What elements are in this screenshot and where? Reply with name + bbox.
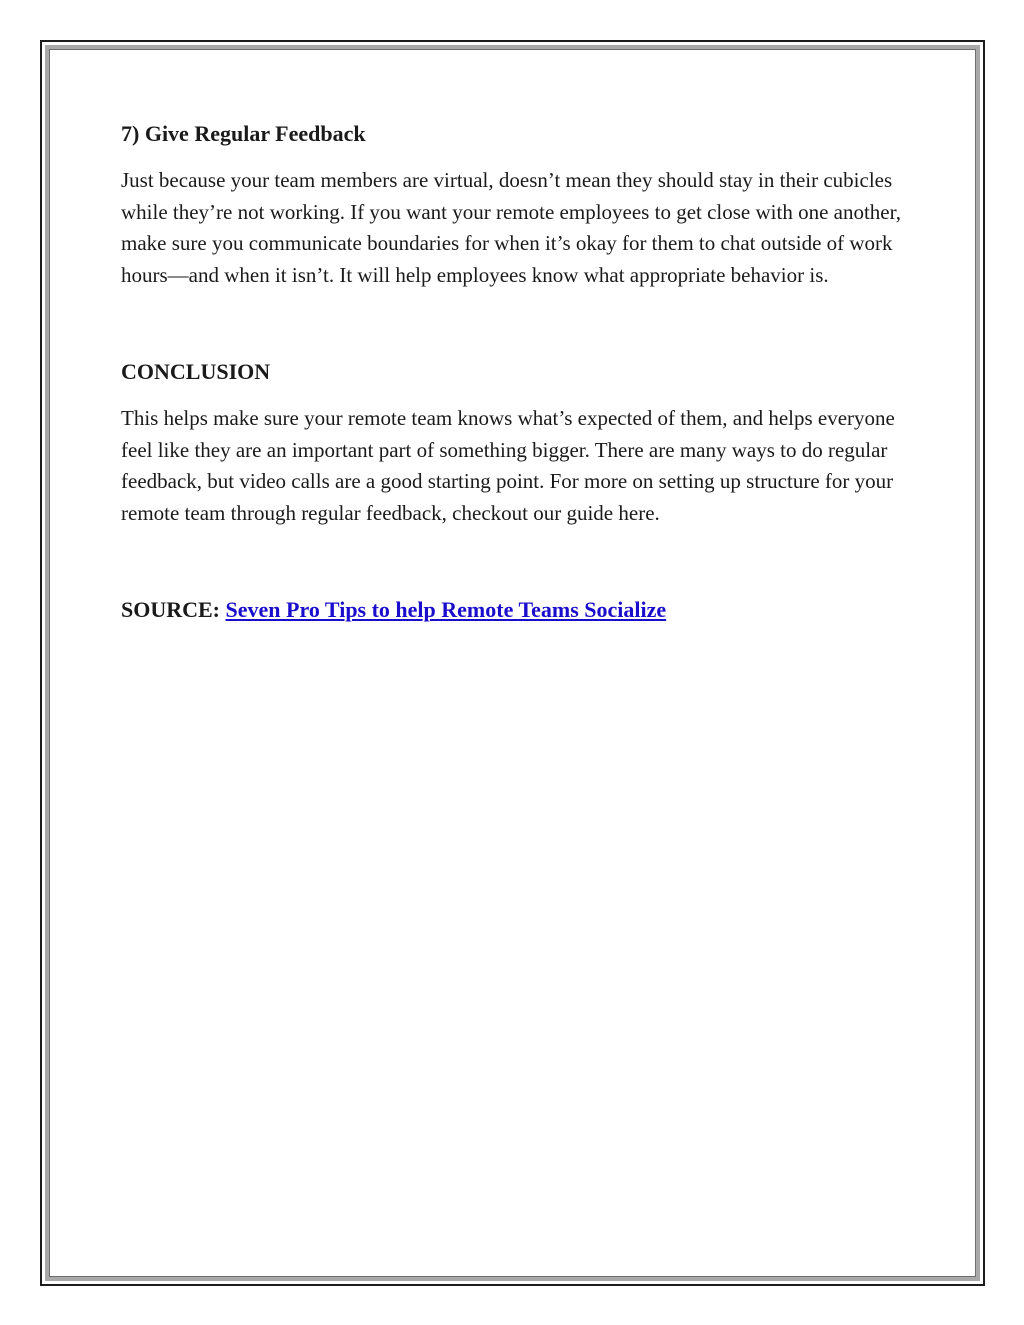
source-link[interactable]: Seven Pro Tips to help Remote Teams Socialize bbox=[225, 597, 667, 622]
source-line bbox=[121, 594, 911, 625]
conclusion-heading: CONCLUSION bbox=[121, 359, 271, 384]
section-body: Just because your team members are virtual, doesn’t mean they should stay in their cubicles while they’re not working. If you want your remote employees to get close with one another, make sure you communicate boundaries for when it’s okay for them to chat outside of work hours—and when it isn’t. It will help employees know what appropriate behavior is. bbox=[121, 168, 902, 287]
section-heading: 7) Give Regular Feedback bbox=[121, 121, 366, 146]
source-label: SOURCE: bbox=[121, 597, 226, 622]
spacer bbox=[121, 291, 911, 356]
spacer bbox=[121, 529, 911, 594]
conclusion-body: This helps make sure your remote team knows what’s expected of them, and helps everyone feel like they are an important part of something bigger. There are many ways to do regular feedback, but video calls are a good starting point. For more on setting up structure for your remote team through regular feedback, checkout our guide here. bbox=[121, 406, 895, 525]
document-content bbox=[121, 118, 911, 625]
